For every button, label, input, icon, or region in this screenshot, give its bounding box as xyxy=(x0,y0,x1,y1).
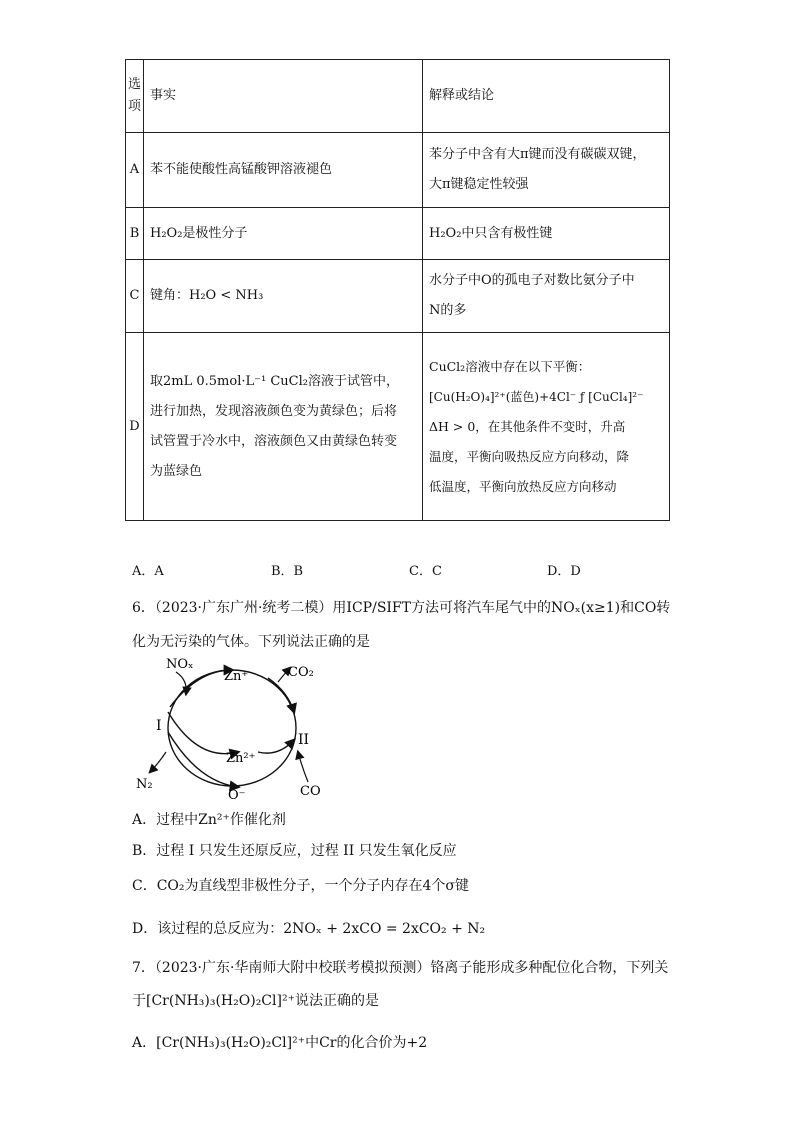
header-explain: 解释或结论 xyxy=(423,60,670,133)
q6-stem-line2: 化为无污染的气体。下列说法正确的是 xyxy=(132,634,370,650)
row-option: D xyxy=(126,333,144,521)
choice-d[interactable]: D．D xyxy=(547,564,581,579)
label-n2: N₂ xyxy=(136,777,153,792)
choice-a[interactable]: A．A xyxy=(132,564,164,579)
label-process-i: I xyxy=(156,718,162,734)
row-option: C xyxy=(126,260,144,333)
label-nox: NOₓ xyxy=(166,657,194,672)
q6-stem-line1: 6．（2023·广东广州·统考二模）用ICP/SIFT方法可将汽车尾气中的NOₓ(x≥1)和CO转 xyxy=(132,600,671,616)
table-row xyxy=(126,333,670,521)
label-process-ii: II xyxy=(298,732,310,748)
label-o-minus: O⁻ xyxy=(228,788,246,802)
label-co: CO xyxy=(300,784,321,799)
label-co2: CO₂ xyxy=(288,665,314,680)
row-fact: 苯不能使酸性高锰酸钾溶液褪色 xyxy=(144,133,423,208)
table-row xyxy=(126,260,670,333)
q6-option-b[interactable]: B．过程 I 只发生还原反应，过程 II 只发生氧化反应 xyxy=(132,843,457,859)
q6-option-c[interactable]: C．CO₂为直线型非极性分子，一个分子内存在4个σ键 xyxy=(132,878,469,894)
row-explain: 水分子中O的孤电子对数比氨分子中 N的多 xyxy=(423,260,670,333)
row-explain: CuCl₂溶液中存在以下平衡： [Cu(H₂O)₄]²⁺(蓝色)+4Cl⁻ ƒ [CuCl₄]²⁻ ΔH > 0，在其他条件不变时，升高 温度，平衡向吸热反应方向移动，降 低温度，平衡向放热反应方向移动 xyxy=(423,333,670,521)
row-explain: H₂O₂中只含有极性键 xyxy=(423,208,670,260)
q6-option-d[interactable]: D．该过程的总反应为：2NOₓ + 2xCO = 2xCO₂ + N₂ xyxy=(132,921,486,937)
row-option: B xyxy=(126,208,144,260)
choice-b[interactable]: B．B xyxy=(271,564,304,579)
q6-option-a[interactable]: A．过程中Zn²⁺作催化剂 xyxy=(132,812,286,828)
question-table xyxy=(125,59,670,521)
row-fact: H₂O₂是极性分子 xyxy=(144,208,423,260)
q7-option-a[interactable]: A．[Cr(NH₃)₃(H₂O)₂Cl]²⁺中Cr的化合价为+2 xyxy=(132,1035,428,1051)
row-explain: 苯分子中含有大π键而没有碳碳双键， 大π键稳定性较强 xyxy=(423,133,670,208)
q7-stem-line2: 于[Cr(NH₃)₃(H₂O)₂Cl]²⁺说法正确的是 xyxy=(132,993,379,1009)
label-zn2: Zn²⁺ xyxy=(226,751,256,766)
reaction-cycle-diagram xyxy=(128,652,338,802)
row-fact: 键角：H₂O < NH₃ xyxy=(144,260,423,333)
row-option: A xyxy=(126,133,144,208)
table-row xyxy=(126,208,670,260)
table-row xyxy=(126,133,670,208)
choice-c[interactable]: C．C xyxy=(409,564,442,579)
header-fact: 事实 xyxy=(144,60,423,133)
table-header-row xyxy=(126,60,670,133)
header-option: 选项 xyxy=(126,60,144,133)
row-fact: 取2mL 0.5mol·L⁻¹ CuCl₂溶液于试管中， 进行加热，发现溶液颜色变为黄绿色；后将 试管置于冷水中，溶液颜色又由黄绿色转变 为蓝绿色 xyxy=(144,333,423,521)
label-zn-plus: Zn⁺ xyxy=(224,669,249,684)
q7-stem-line1: 7．（2023·广东·华南师大附中校联考模拟预测）铬离子能形成多种配位化合物，下列关 xyxy=(132,960,669,976)
